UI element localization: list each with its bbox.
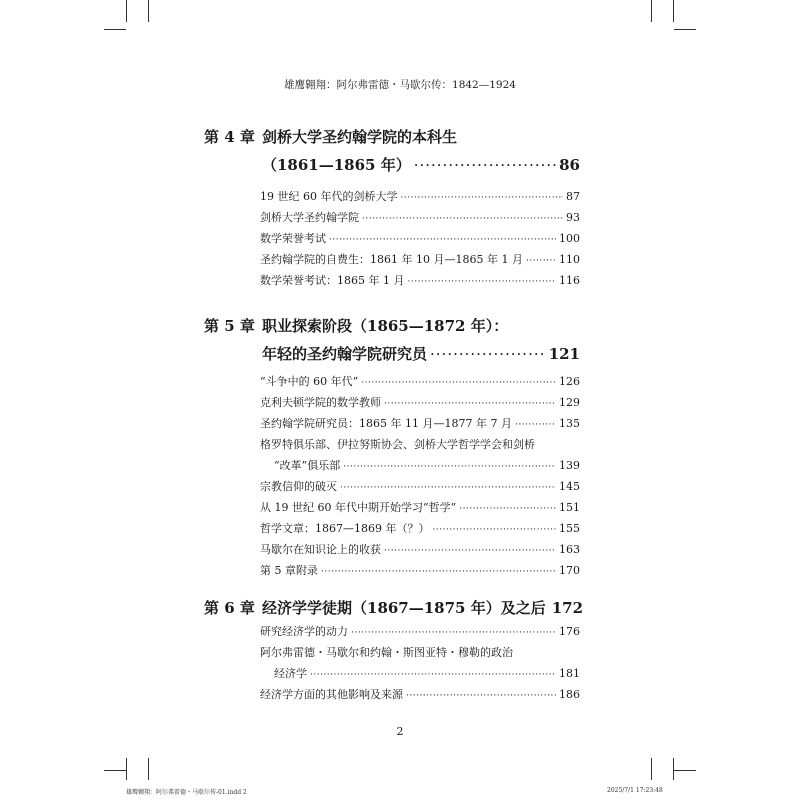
entry-title: 格罗特俱乐部、伊拉努斯协会、剑桥大学哲学学会和剑桥	[260, 438, 535, 451]
leader-dots	[384, 541, 556, 562]
crop-mark	[148, 0, 149, 22]
entry-title: 数学荣誉考试	[260, 232, 326, 245]
toc-entry[interactable]	[260, 560, 580, 581]
toc-entry[interactable]	[260, 476, 580, 497]
chapter-4-heading[interactable]	[204, 126, 580, 175]
entry-title: 经济学	[274, 667, 307, 680]
entry-title: 剑桥大学圣约翰学院	[260, 211, 359, 224]
toc-entry[interactable]	[260, 228, 580, 249]
toc-entry[interactable]	[260, 249, 580, 270]
crop-mark	[126, 758, 127, 780]
entry-page: 110	[559, 253, 580, 266]
entry-page: 155	[559, 522, 580, 535]
entry-page: 139	[559, 459, 580, 472]
toc-entry[interactable]	[260, 270, 580, 291]
entry-page: 116	[559, 274, 580, 287]
chapter-page: 121	[548, 345, 580, 363]
chapter-number: 第 5 章	[204, 317, 255, 335]
leader-dots	[340, 478, 556, 499]
entry-page: 126	[559, 375, 580, 388]
entry-title: 经济学方面的其他影响及来源	[260, 688, 403, 701]
entry-page: 93	[566, 211, 580, 224]
chapter-title-cont: （1861—1865 年）	[262, 156, 411, 174]
leader-dots	[430, 345, 546, 363]
entry-title: 马歇尔在知识论上的收获	[260, 543, 381, 556]
entry-title: 第 5 章附录	[260, 564, 318, 577]
entry-page: 135	[559, 417, 580, 430]
entry-page: 100	[559, 232, 580, 245]
chapter-6-entries	[260, 621, 580, 705]
crop-mark	[673, 0, 674, 22]
entry-title: 宗教信仰的破灭	[260, 480, 337, 493]
leader-dots	[343, 457, 556, 478]
toc-entry[interactable]	[260, 642, 580, 663]
leader-dots	[406, 686, 556, 707]
leader-dots	[459, 499, 556, 520]
page-number: 2	[396, 725, 404, 738]
toc-entry[interactable]	[260, 497, 580, 518]
crop-mark	[148, 758, 149, 780]
entry-page: 151	[559, 501, 580, 514]
crop-mark	[673, 758, 674, 780]
chapter-number: 第 6 章	[204, 599, 255, 617]
entry-title: “改革”俱乐部	[274, 459, 341, 472]
entry-page: 186	[559, 688, 580, 701]
entry-page: 87	[566, 190, 580, 203]
crop-mark	[651, 0, 652, 22]
crop-mark	[104, 770, 126, 771]
crop-mark	[651, 758, 652, 780]
entry-page: 181	[559, 667, 580, 680]
chapter-page: 172	[551, 599, 584, 617]
chapter-number: 第 4 章	[204, 128, 255, 146]
toc-entry[interactable]	[260, 539, 580, 560]
entry-title: 圣约翰学院的自费生：1861 年 10 月—1865 年 1 月	[260, 253, 523, 266]
chapter-title: 职业探索阶段（1865—1872 年）：	[262, 317, 509, 335]
running-head: 雄鹰翱翔：阿尔弗雷德・马歇尔传：1842—1924	[284, 79, 516, 91]
toc-entry[interactable]	[260, 518, 580, 539]
chapter-page: 86	[559, 156, 580, 174]
entry-page: 163	[559, 543, 580, 556]
toc-entry[interactable]	[260, 186, 580, 207]
entry-page: 129	[559, 396, 580, 409]
leader-dots	[329, 230, 556, 251]
toc-entry[interactable]	[260, 207, 580, 228]
entry-title: 19 世纪 60 年代的剑桥大学	[260, 190, 398, 203]
chapter-4-entries	[260, 186, 580, 291]
crop-mark	[674, 770, 696, 771]
leader-dots	[310, 665, 556, 686]
toc-entry[interactable]	[260, 392, 580, 413]
leader-dots	[351, 623, 556, 644]
toc-entry[interactable]	[260, 434, 580, 455]
toc-entry[interactable]	[260, 413, 580, 434]
crop-mark	[104, 29, 126, 30]
print-slug-timestamp: 2025/7/1 17:23:48	[607, 787, 663, 794]
chapter-title: 经济学学徒期（1867—1875 年）及之后	[262, 599, 546, 617]
toc-entry[interactable]	[260, 663, 580, 684]
chapter-title: 剑桥大学圣约翰学院的本科生	[262, 128, 458, 146]
crop-mark	[126, 0, 127, 22]
leader-dots	[362, 209, 563, 230]
entry-page: 145	[559, 480, 580, 493]
entry-title: 数学荣誉考试：1865 年 1 月	[260, 274, 405, 287]
leader-dots	[400, 188, 563, 209]
entry-page: 170	[559, 564, 580, 577]
leader-dots	[515, 415, 556, 436]
entry-page: 176	[559, 625, 580, 638]
chapter-5-heading[interactable]	[204, 315, 580, 364]
leader-dots	[414, 156, 556, 174]
leader-dots	[407, 272, 556, 293]
entry-title: 从 19 世纪 60 年代中期开始学习“哲学”	[260, 501, 457, 514]
leader-dots	[526, 251, 556, 272]
leader-dots	[321, 562, 556, 583]
chapter-6-heading[interactable]	[204, 597, 584, 618]
leader-dots	[384, 394, 556, 415]
toc-entry[interactable]	[260, 455, 580, 476]
entry-title: “斗争中的 60 年代”	[260, 375, 359, 388]
chapter-5-entries	[260, 371, 580, 581]
entry-title: 哲学文章：1867—1869 年（？）	[260, 522, 430, 535]
entry-title: 阿尔弗雷德・马歇尔和约翰・斯图亚特・穆勒的政治	[260, 646, 513, 659]
crop-mark	[674, 29, 696, 30]
entry-title: 克利夫顿学院的数学教师	[260, 396, 381, 409]
entry-title: 研究经济学的动力	[260, 625, 348, 638]
chapter-title-cont: 年轻的圣约翰学院研究员	[262, 345, 428, 363]
toc-entry[interactable]	[260, 371, 580, 392]
print-slug-file: 雄鹰翱翔：阿尔弗雷德・马歇尔传-01.indd 2	[126, 789, 247, 796]
leader-dots	[432, 520, 556, 541]
leader-dots	[361, 373, 556, 394]
toc-entry[interactable]	[260, 621, 580, 642]
entry-title: 圣约翰学院研究员：1865 年 11 月—1877 年 7 月	[260, 417, 512, 430]
toc-entry[interactable]	[260, 684, 580, 705]
